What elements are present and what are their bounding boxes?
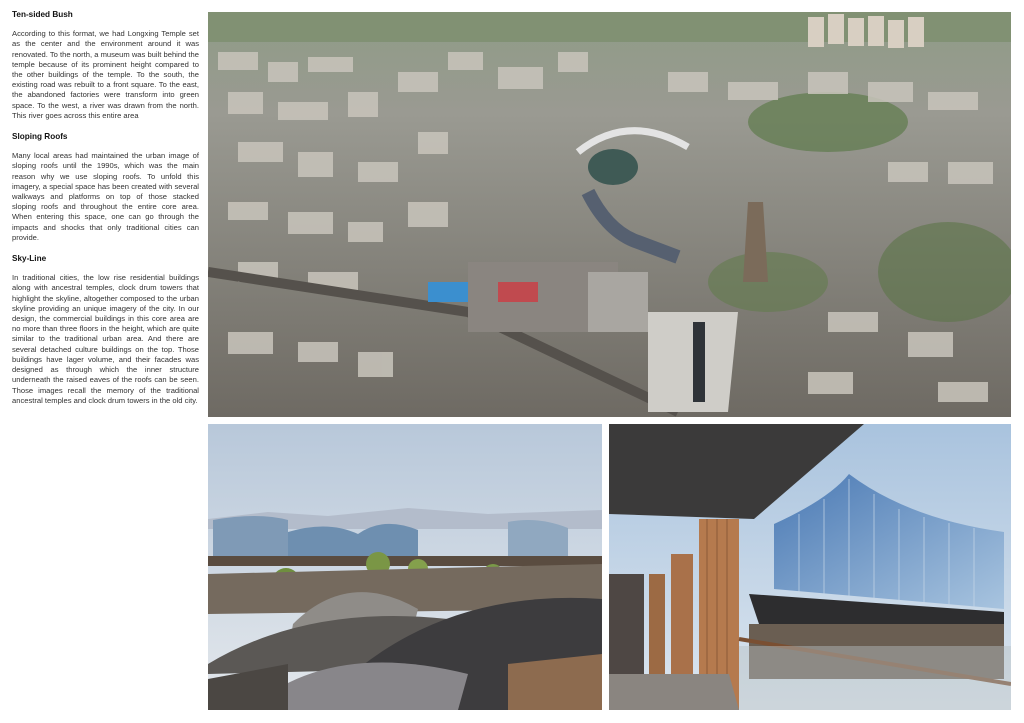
section-body: Many local areas had maintained the urban image of sloping roofs until the 1990s, which was the main reason why we use sloping roofs. To unfold this imagery, a special space has been created with several walkways and platforms on top of those stacked sloping roofs and throughout the entire core area. When entering this space, one can go through the impacts and shocks that only traditional cities can provide. [12,151,199,242]
section-ten-sided-bush [12,10,199,121]
section-sky-line [12,254,199,406]
section-heading: Sky-Line [12,254,47,264]
section-heading: Ten-sided Bush [12,10,73,19]
glass-building-photo [609,424,1011,710]
section-heading: Sloping Roofs [12,132,68,142]
text-column [12,10,199,417]
section-body: According to this format, we had Longxing Temple set as the center and the environment around it was renovated. To the north, a museum was built behind the temple because of its prominent height compared to the other buildings of the temple. To the south, the existing road was rebuilt to a front square. To the east, the abandoned factories were transform into green space. To the west, a river was drawn from the north. This river goes across this entire area [12,29,199,120]
curved-roofs-photo [208,424,602,710]
section-sloping-roofs [12,132,199,243]
aerial-city-photo [208,12,1011,417]
section-body: In traditional cities, the low rise residential buildings along with ancestral temples, clock drum towers that highlight the skyline, altogether composed to the urban skyline providing an unique imagery of the city. In our design, the commercial buildings in this core area are no more than three floors in the height, which are quite similar to the traditional urban area. And there are several detached culture buildings on the top. Those buildings have lager volume, and their facades was designed as through which the inner structure underneath the raised eaves of the roofs can be seen. Those images recall the memory of the traditional ancestral temples and clock drum towers in the old city. [12,273,199,405]
